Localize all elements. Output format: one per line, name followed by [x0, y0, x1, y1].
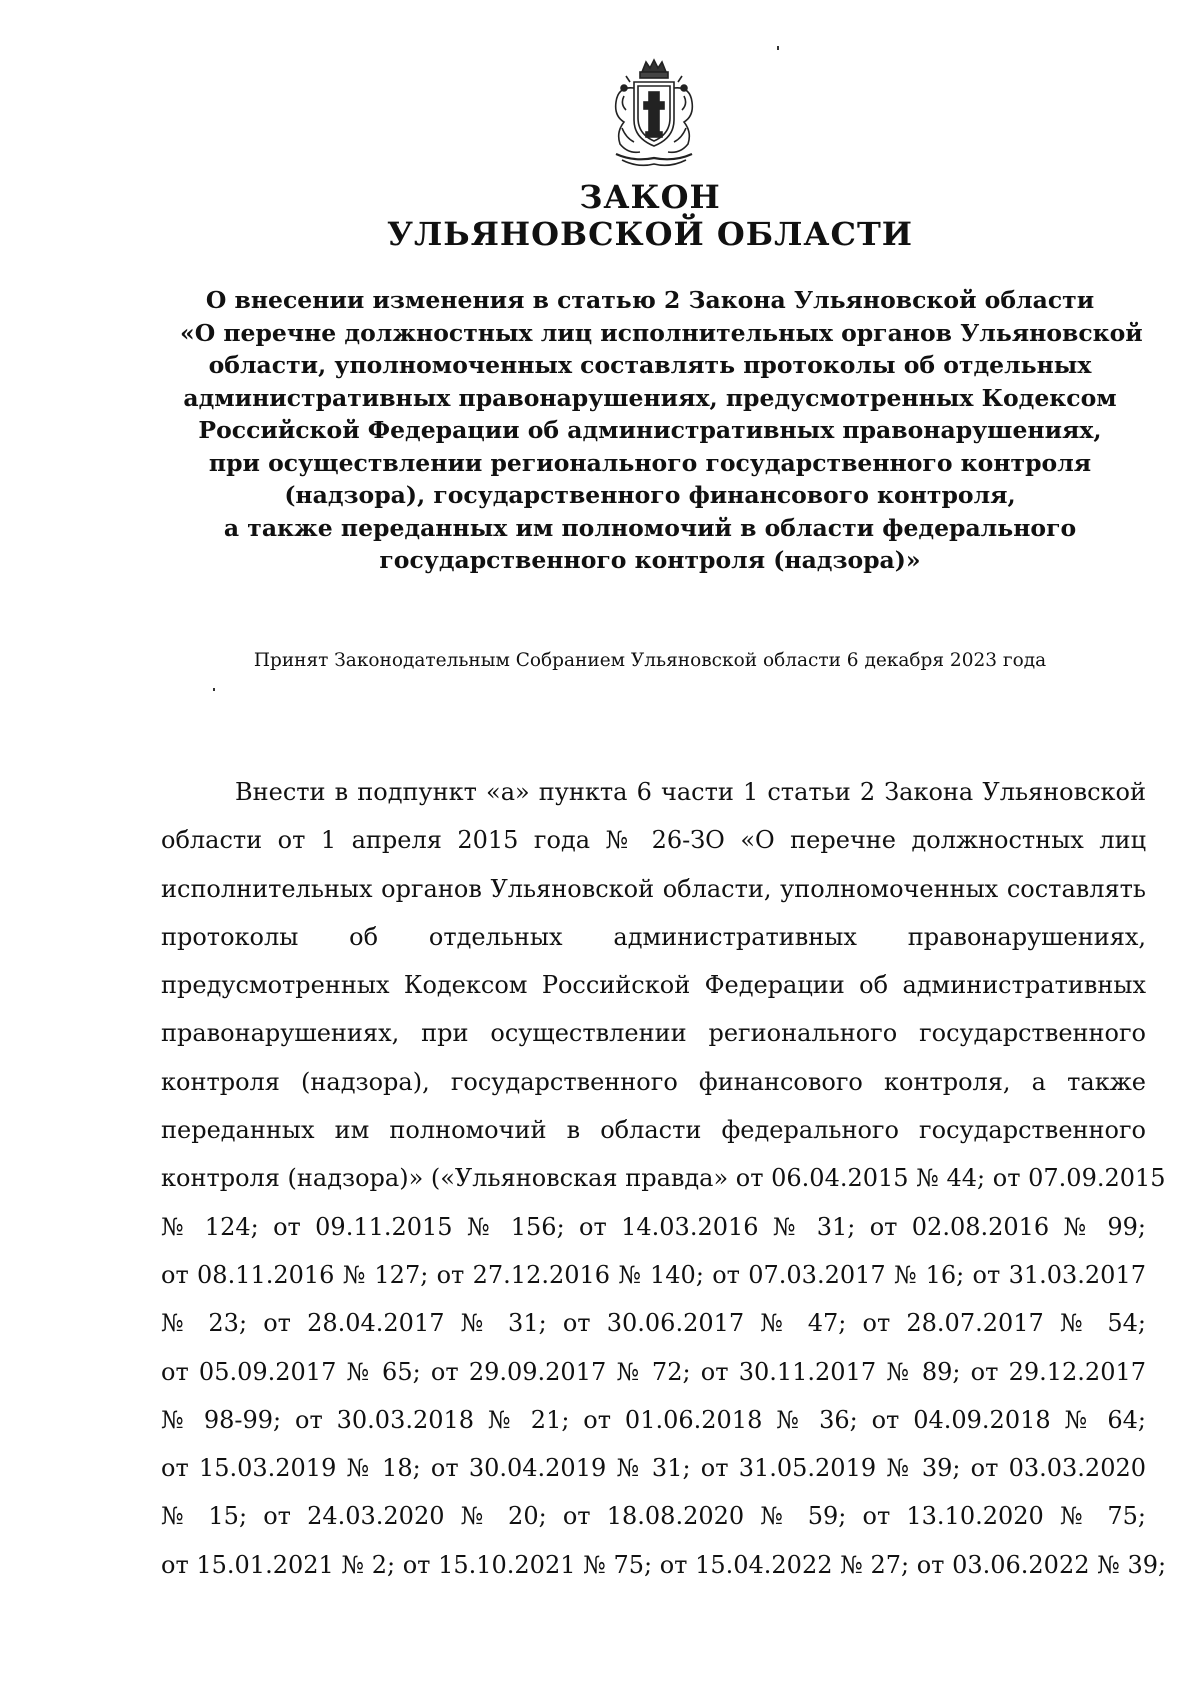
subtitle-line: О внесении изменения в статью 2 Закона Ульяновской области	[205, 286, 1095, 314]
body-line: исполнительных органов Ульяновской области, уполномоченных составлять	[161, 874, 1146, 903]
subtitle-line: а также переданных им полномочий в области федерального	[223, 513, 1077, 542]
body-line: № 98-99; от 30.03.2018 № 21; от 01.06.2018 № 36; от 04.09.2018 № 64;	[161, 1405, 1146, 1434]
body-line: протоколы об отдельных административных правонарушениях,	[161, 922, 1146, 951]
adoption-note: Принят Законодательным Собранием Ульяновской области 6 декабря 2023 года	[253, 650, 1047, 671]
subtitle-line: «О перечне должностных лиц исполнительных органов Ульяновской	[180, 318, 1143, 347]
subtitle-line: при осуществлении регионального государственного контроля	[208, 448, 1092, 477]
subtitle-line: Российской Федерации об административных правонарушениях,	[198, 416, 1102, 444]
body-line: контроля (надзора), государственного финансового контроля, а также	[161, 1067, 1146, 1096]
region-title: УЛЬЯНОВСКОЙ ОБЛАСТИ	[387, 215, 913, 253]
body-line: № 124; от 09.11.2015 № 156; от 14.03.2016 № 31; от 02.08.2016 № 99;	[161, 1212, 1146, 1241]
subtitle-line: (надзора), государственного финансового контроля,	[284, 481, 1016, 509]
body-line: Внести в подпункт «а» пункта 6 части 1 статьи 2 Закона Ульяновской	[235, 778, 1146, 806]
body-line: № 15; от 24.03.2020 № 20; от 18.08.2020 № 59; от 13.10.2020 № 75;	[161, 1502, 1146, 1531]
body-line: области от 1 апреля 2015 года № 26-ЗО «О перечне должностных лиц	[161, 826, 1146, 855]
body-line: № 23; от 28.04.2017 № 31; от 30.06.2017 № 47; от 28.07.2017 № 54;	[161, 1309, 1146, 1338]
body-line: от 08.11.2016 № 127; от 27.12.2016 № 140; от 07.03.2017 № 16; от 31.03.2017	[161, 1260, 1146, 1289]
scan-speck	[777, 46, 779, 50]
body-line: предусмотренных Кодексом Российской Федерации об административных	[161, 971, 1146, 1000]
coat-of-arms-emblem	[604, 58, 704, 170]
body-line: от 15.01.2021 № 2; от 15.10.2021 № 75; от 15.04.2022 № 27; от 03.06.2022 № 39;	[161, 1550, 1167, 1579]
subtitle-line: государственного контроля (надзора)»	[379, 546, 921, 574]
scan-speck	[213, 688, 215, 691]
law-title: ЗАКОН	[579, 178, 721, 216]
body-line: от 15.03.2019 № 18; от 30.04.2019 № 31; от 31.05.2019 № 39; от 03.03.2020	[161, 1454, 1146, 1483]
body-line: от 05.09.2017 № 65; от 29.09.2017 № 72; от 30.11.2017 № 89; от 29.12.2017	[161, 1357, 1146, 1386]
body-line: правонарушениях, при осуществлении регионального государственного	[161, 1019, 1146, 1048]
law-subtitle	[180, 284, 1143, 577]
subtitle-line: области, уполномоченных составлять протоколы об отдельных	[208, 351, 1092, 379]
body-line: контроля (надзора)» («Ульяновская правда» от 06.04.2015 № 44; от 07.09.2015	[161, 1164, 1166, 1193]
body-paragraph	[161, 768, 1167, 1589]
body-line: переданных им полномочий в области федерального государственного	[161, 1116, 1146, 1145]
subtitle-line: административных правонарушениях, предусмотренных Кодексом	[183, 383, 1117, 412]
